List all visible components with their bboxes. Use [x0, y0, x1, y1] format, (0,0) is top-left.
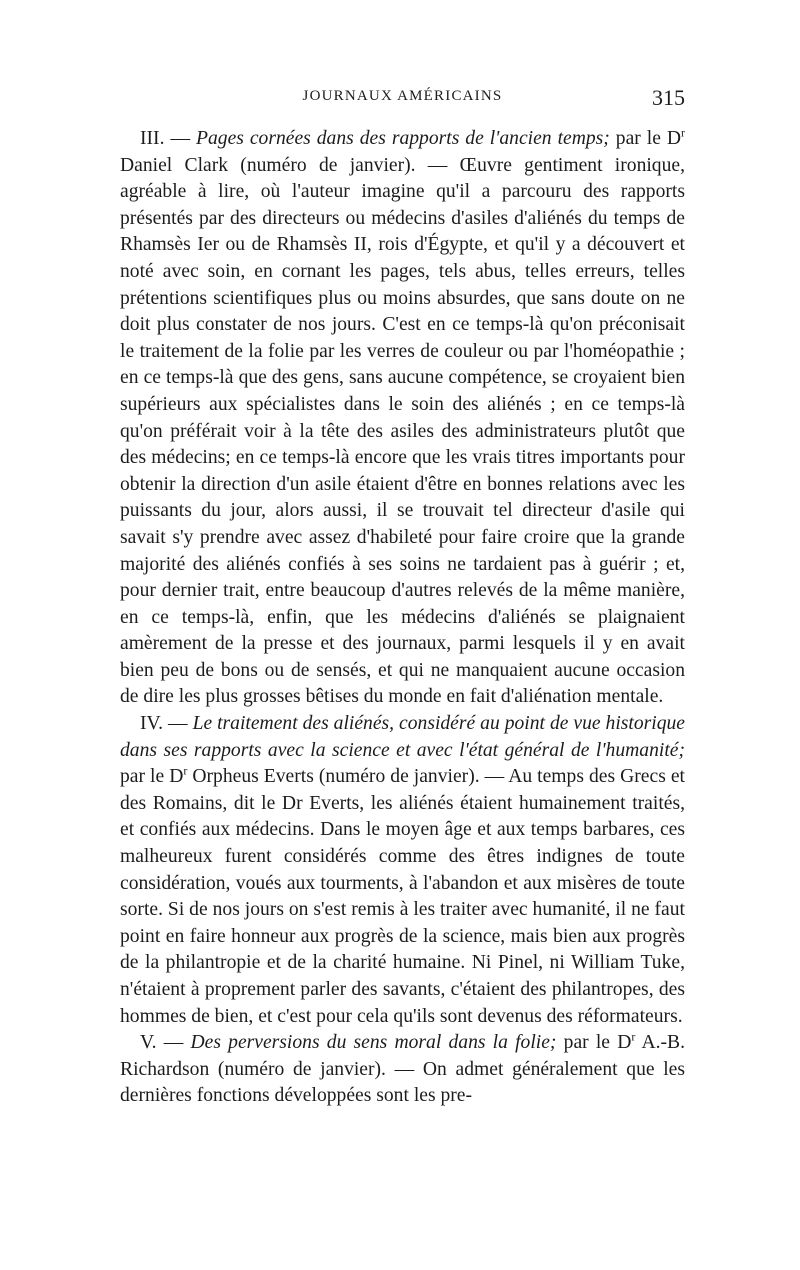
section-iii	[120, 126, 685, 711]
article-byline: par le D	[556, 1032, 632, 1054]
article-byline: par le D	[609, 128, 682, 149]
article-title: Pages cornées dans des rapports de l'ancien temps;	[196, 128, 610, 149]
section-dash: —	[164, 128, 197, 149]
article-source: A.-B. Richardson (numéro de janvier). —	[120, 1032, 685, 1080]
section-numeral: III.	[140, 128, 165, 149]
article-title: Le traitement des aliénés, considéré au point de vue historique dans ses rapports avec la science et avec l'état général de l'humanité;	[120, 713, 686, 761]
body-text-block	[120, 126, 685, 1110]
page-number: 315	[652, 85, 685, 110]
doctor-abbrev-superscript: r	[183, 763, 188, 778]
article-summary: Au temps des Grecs et des Romains, dit le Dr Everts, les aliénés étaient humainement traités, et confiés aux médecins. Dans le moyen âge et aux temps barbares, ces malheureux furent considérés comme des êtres indignes de toute considération, voués aux tourments, à l'abandon et aux misères de toute sorte. Si de nos jours on s'est remis à les traiter avec humanité, il ne faut point en faire honneur aux progrès de la science, mais bien aux progrès de la philantropie et de la charité humaine. Ni Pinel, ni William Tuke, n'étaient à proprement parler des savants, c'étaient des philantropes, des hommes de bien, et c'est pour cela qu'ils sont devenus des réformateurs.	[120, 766, 685, 1027]
article-summary: On admet généralement que les dernières fonctions développées sont les pre-	[120, 1058, 686, 1107]
section-numeral: V.	[140, 1032, 157, 1054]
section-dash: —	[156, 1032, 191, 1054]
section-dash: —	[163, 713, 193, 735]
running-head	[120, 85, 685, 118]
article-summary: Œuvre gentiment ironique, agréable à lire, où l'auteur imagine qu'il a parcouru des rapports présentés par des directeurs ou médecins d'asiles d'aliénés du temps de Rhamsès Ier ou de Rhamsès II, rois d'Égypte, et qu'il y a découvert et noté avec soin, en cornant les pages, tels abus, telles erreurs, telles prétentions scientifiques plus ou moins absurdes, que sans doute on ne doit plus constater de nos jours. C'est en ce temps-là qu'on préconisait le traitement de la folie par les verres de couleur ou par l'homéopathie ; en ce temps-là que des gens, sans aucune compétence, se croyaient bien supérieurs aux spécialistes dans le soin des aliénés ; en ce temps-là qu'on préférait voir à la tête des asiles des administrateurs plutôt que des médecins; en ce temps-là encore que les vrais titres importants pour obtenir la direction d'un asile étaient d'être en bonnes relations avec les puissants du jour, alors aussi, il se trouvait tel directeur d'asile qui savait s'y prendre avec assez d'habileté pour faire croire que la grande majorité des aliénés confiés à ses soins ne tardaient pas à guérir ; et, pour dernier trait, entre beaucoup d'autres relevés de la même manière, en ce temps-là, enfin, que les médecins d'aliénés se plaignaient amèrement de la presse et des journaux, parmi lesquels il y en avait bien peu de bons ou de sensés, et qui ne manquaient aucune occasion de dire les plus grosses bêtises du monde en fait d'aliénation mentale.	[120, 154, 685, 708]
doctor-abbrev-superscript: r	[631, 1029, 636, 1044]
article-byline: par le D	[120, 766, 184, 788]
doctor-abbrev-superscript: r	[681, 125, 686, 140]
section-v	[120, 1030, 685, 1110]
article-source: Orpheus Everts (numéro de janvier). —	[187, 766, 509, 788]
section-numeral: IV.	[140, 713, 164, 735]
section-iv	[120, 711, 685, 1030]
article-source: Daniel Clark (numéro de janvier). —	[120, 154, 460, 176]
running-title: JOURNAUX AMÉRICAINS	[302, 88, 503, 104]
article-title: Des perversions du sens moral dans la folie;	[190, 1032, 557, 1054]
